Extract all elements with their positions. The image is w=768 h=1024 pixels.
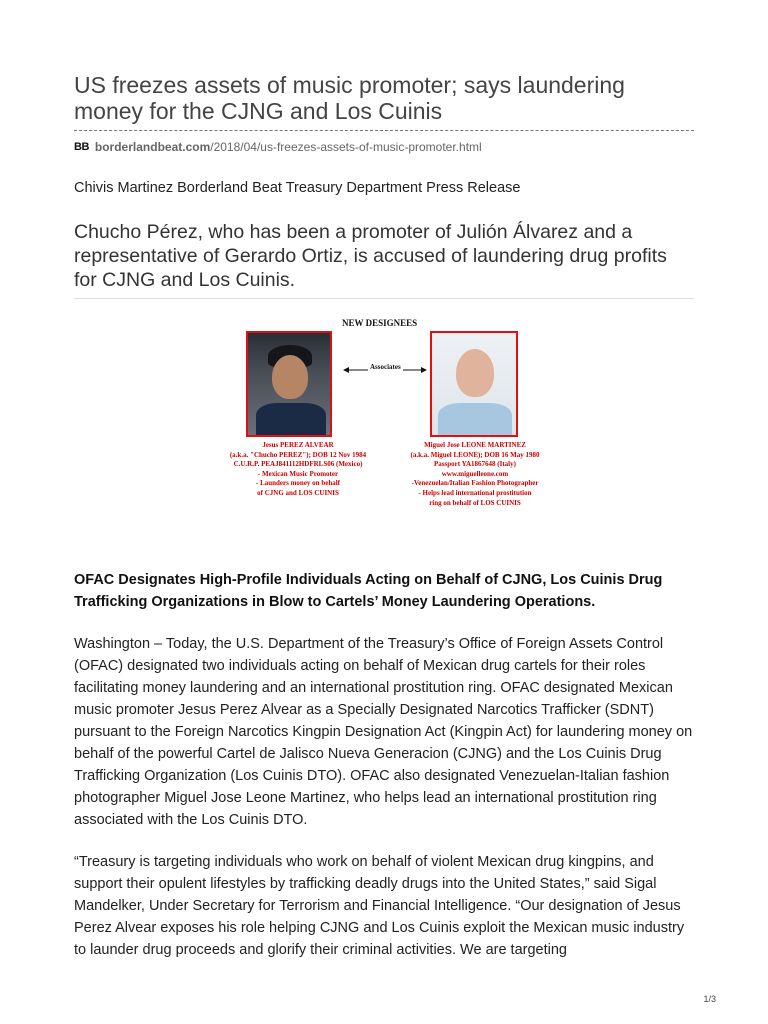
caption-line: - Mexican Music Promoter	[257, 469, 339, 478]
shirt-shape	[256, 403, 326, 437]
caption-line: Miguel Jose LEONE MARTINEZ	[424, 441, 526, 449]
left-designee-caption	[218, 441, 378, 499]
byline: Chivis Martinez Borderland Beat Treasury Department Press Release	[74, 180, 521, 196]
source-line	[74, 139, 694, 155]
article	[74, 72, 694, 976]
body-paragraph: Washington – Today, the U.S. Department of the Treasury’s Office of Foreign Assets Control (OFAC) designated two individuals acting on behalf of Mexican drug cartels for their roles facilitating money laundering and an international prostitution ring. OFAC designated Mexican music promoter Jesus Perez Alvear as a Specially Designated Narcotics Trafficker (SDNT) pursuant to the Foreign Narcotics Kingpin Designation Act (Kingpin Act) for laundering money on behalf of the powerful Cartel de Jalisco Nueva Generacion (CJNG) and the Los Cuinis Drug Trafficking Organization (Los Cuinis DTO). OFAC also designated Venezuelan-Italian fashion photographer Miguel Jose Leone Martinez, who helps lead an international prostitution ring associated with the Los Cuinis DTO.	[74, 636, 693, 828]
face-shape	[456, 349, 494, 397]
article-title: US freezes assets of music promoter; says laundering money for the CJNG and Los Cuinis	[74, 72, 625, 124]
caption-line: ring on behalf of LOS CUINIS	[429, 498, 521, 507]
page-number: 1/3	[703, 994, 716, 1004]
photo-jesus-perez-alvear	[246, 331, 332, 437]
caption-line: www.miguelleone.com	[441, 469, 509, 478]
caption-line: - Helps lead international prostitution	[418, 488, 532, 497]
caption-line: of CJNG and LOS CUINIS	[257, 488, 339, 497]
body-paragraph: “Treasury is targeting individuals who work on behalf of violent Mexican drug kingpins, and support their opulent lifestyles by trafficking deadly drugs into the United States,” said Sigal Mandelker, Under Secretary for Terrorism and Financial Intelligence. “Our designation of Jesus Perez Alvear exposes his role helping CJNG and Los Cuinis exploit the Mexican music industry to launder drug proceeds and glorify their criminal activities. We are targeting	[74, 854, 685, 958]
right-designee-caption	[390, 441, 560, 508]
arrow-label: Associates	[370, 363, 401, 371]
borderland-beat-logo-icon: BB	[74, 141, 89, 153]
figure-header: NEW DESIGNEES	[342, 318, 418, 328]
source-path: /2018/04/us-freezes-assets-of-music-promoter.html	[210, 140, 482, 154]
face-shape	[272, 355, 308, 399]
photo-miguel-jose-leone-martinez	[430, 331, 518, 437]
section-headline: OFAC Designates High-Profile Individuals Acting on Behalf of CJNG, Los Cuinis Drug Trafficking Organizations in Blow to Cartels’ Money Laundering Operations.	[74, 572, 663, 610]
lede-paragraph: Chucho Pérez, who has been a promoter of Julión Álvarez and a representative of Gerardo Ortiz, is accused of laundering drug profits for CJNG and Los Cuinis.	[74, 221, 667, 291]
caption-line: Passport YA1867648 (Italy)	[434, 460, 516, 469]
caption-line: Jesus PEREZ ALVEAR	[262, 441, 334, 449]
source-domain-link[interactable]: borderlandbeat.com	[94, 140, 211, 154]
caption-line: -Venezuelan/Italian Fashion Photographer	[411, 479, 539, 488]
title-divider	[74, 130, 694, 131]
caption-line: (a.k.a. "Chucho PEREZ"); DOB 12 Nov 1984	[229, 450, 367, 459]
caption-line: C.U.R.P. PEAJ841112HDFRLS06 (Mexico)	[233, 460, 363, 469]
lede-divider	[74, 298, 694, 299]
caption-line: - Launders money on behalf	[255, 479, 340, 488]
shirt-shape	[438, 403, 512, 437]
caption-line: (a.k.a. Miguel LEONE); DOB 16 May 1980	[410, 450, 540, 459]
designees-figure	[229, 315, 572, 539]
